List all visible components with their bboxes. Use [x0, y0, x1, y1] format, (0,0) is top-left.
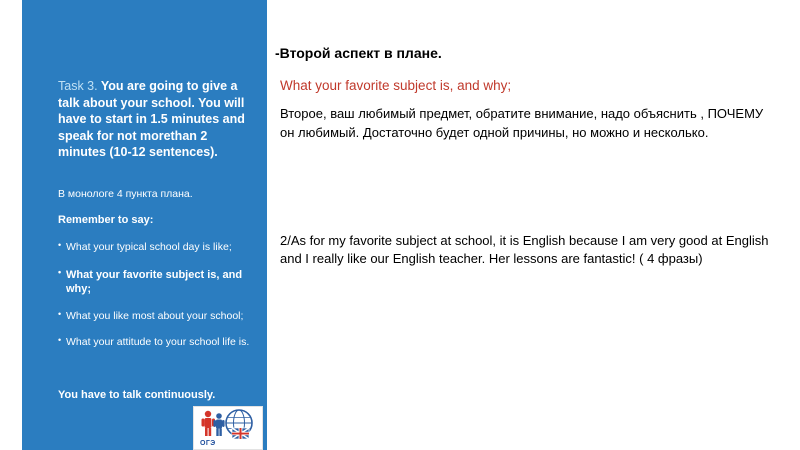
plan-bullet-list [58, 241, 263, 363]
left-blue-panel [22, 0, 267, 450]
monologue-note: В монологе 4 пункта плана. [58, 188, 193, 200]
right-content-column [272, 0, 800, 450]
english-sample-answer-paragraph: 2/As for my favorite subject at school, it is English because I am very good at English and I really like our English teacher. Her lessons are fantastic! ( 4 фразы) [280, 233, 769, 267]
task-text: You are going to give a talk about your school. You will have to start in 1.5 minutes and speak for not morethan 2 minutes (10-12 sentences). [58, 79, 245, 159]
task-block [58, 78, 256, 161]
left-white-strip [0, 0, 22, 450]
list-item: • What your favorite subject is, and why; [58, 268, 263, 297]
oge-logo-caption: ОГЭ [200, 440, 216, 447]
task-label: Task 3. [58, 79, 98, 93]
talk-continuously-note: You have to talk continuously. [58, 389, 216, 401]
aspect-title: -Второй аспект в плане. [275, 45, 442, 61]
list-item: • What you like most about your school; [58, 310, 263, 324]
remember-heading: Remember to say: [58, 214, 154, 226]
list-item: • What your attitude to your school life is. [58, 336, 263, 350]
oge-logo-graphic [194, 407, 262, 449]
list-item: • What your typical school day is like; [58, 241, 263, 255]
subject-prompt-line: What your favorite subject is, and why; [280, 78, 512, 93]
russian-explanation-paragraph: Второе, ваш любимый предмет, обратите внимание, надо объяснить , ПОЧЕМУ он любимый. Достаточно будет одной причины, но можно и несколько. [280, 106, 764, 140]
oge-logo [193, 406, 263, 450]
